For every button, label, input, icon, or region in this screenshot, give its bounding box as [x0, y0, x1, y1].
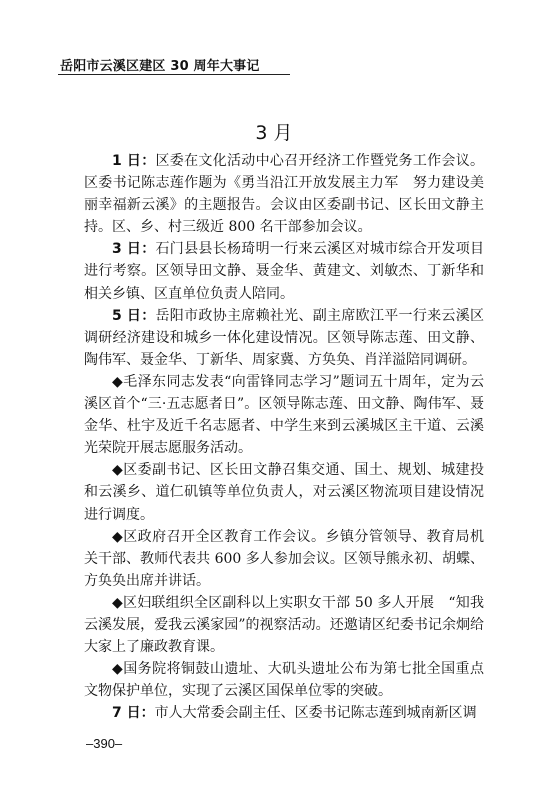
- diamond-bullet-icon: ◆: [112, 528, 124, 545]
- paragraph: [84, 238, 484, 304]
- paragraph: [84, 526, 484, 592]
- page-number: –390–: [86, 736, 123, 751]
- diamond-bullet-icon: ◆: [112, 661, 124, 678]
- entry-date: 3 日：: [112, 241, 156, 258]
- entry-text: 国务院将铜鼓山遗址、大矶头遗址公布为第七批全国重点文物保护单位，实现了云溪区国保单位零的突破。: [84, 661, 484, 700]
- entry-date: 1 日：: [112, 153, 156, 169]
- month-title: 3 月: [255, 122, 293, 144]
- running-header: 岳阳市云溪区建区 30 周年大事记: [60, 59, 260, 74]
- diamond-bullet-icon: ◆: [112, 462, 124, 479]
- paragraph: [84, 702, 484, 724]
- paragraph: [84, 371, 484, 459]
- paragraph: [84, 592, 484, 658]
- entry-text: 区委副书记、区长田文静召集交通、国土、规划、城建投和云溪乡、道仁矶镇等单位负责人，对云溪区物流项目建设情况进行调度。: [84, 462, 484, 523]
- entry-text: 区政府召开全区教育工作会议。乡镇分管领导、教育局机关干部、教师代表共 600 多人参加会议。区领导熊永初、胡蝶、方奂奂出席并讲话。: [84, 528, 484, 589]
- paragraph: [84, 305, 484, 371]
- paragraph: [84, 150, 484, 238]
- entry-text: 区妇联组织全区副科以上实职女干部 50 多人开展 “知我云溪发展，爱我云溪家园”的视察活动。还邀请区纪委书记余炯给大家上了廉政教育课。: [84, 594, 484, 656]
- entry-text: 石门县县长杨琦明一行来云溪区对城市综合开发项目进行考察。区领导田文静、聂金华、黄建文、刘敏杰、丁新华和相关乡镇、区直单位负责人陪同。: [84, 241, 485, 302]
- entry-text: 市人大常委会副主任、区委书记陈志莲到城南新区调: [154, 705, 477, 722]
- entry-text: 岳阳市政协主席赖社光、副主席欧江平一行来云溪区调研经济建设和城乡一体化建设情况。区领导陈志莲、田文静、陶伟军、聂金华、丁新华、周家冀、方奂奂、肖洋溢陪同调研。: [84, 307, 485, 368]
- entry-date: 5 日：: [112, 307, 156, 324]
- body-text: [84, 150, 484, 724]
- entry-date: 7 日：: [112, 705, 155, 722]
- paragraph: [84, 459, 484, 525]
- header-rule: [58, 74, 290, 75]
- diamond-bullet-icon: ◆: [112, 373, 124, 390]
- entry-text: 区委在文化活动中心召开经济工作暨党务工作会议。区委书记陈志莲作题为《勇当沿江开放发展主力军 努力建设美丽幸福新云溪》的主题报告。会议由区委副书记、区长田文静主持。区、乡、村三级近 800 名干部参加会议。: [84, 153, 485, 236]
- entry-text: 毛泽东同志发表“向雷锋同志学习”题词五十周年，定为云溪区首个“三·五志愿者日”。区领导陈志莲、田文静、陶伟军、聂金华、杜宇及近千名志愿者、中学生来到云溪城区主干道、云溪光荣院开展志愿服务活动。: [84, 373, 484, 457]
- diamond-bullet-icon: ◆: [112, 594, 123, 611]
- paragraph: [84, 658, 484, 702]
